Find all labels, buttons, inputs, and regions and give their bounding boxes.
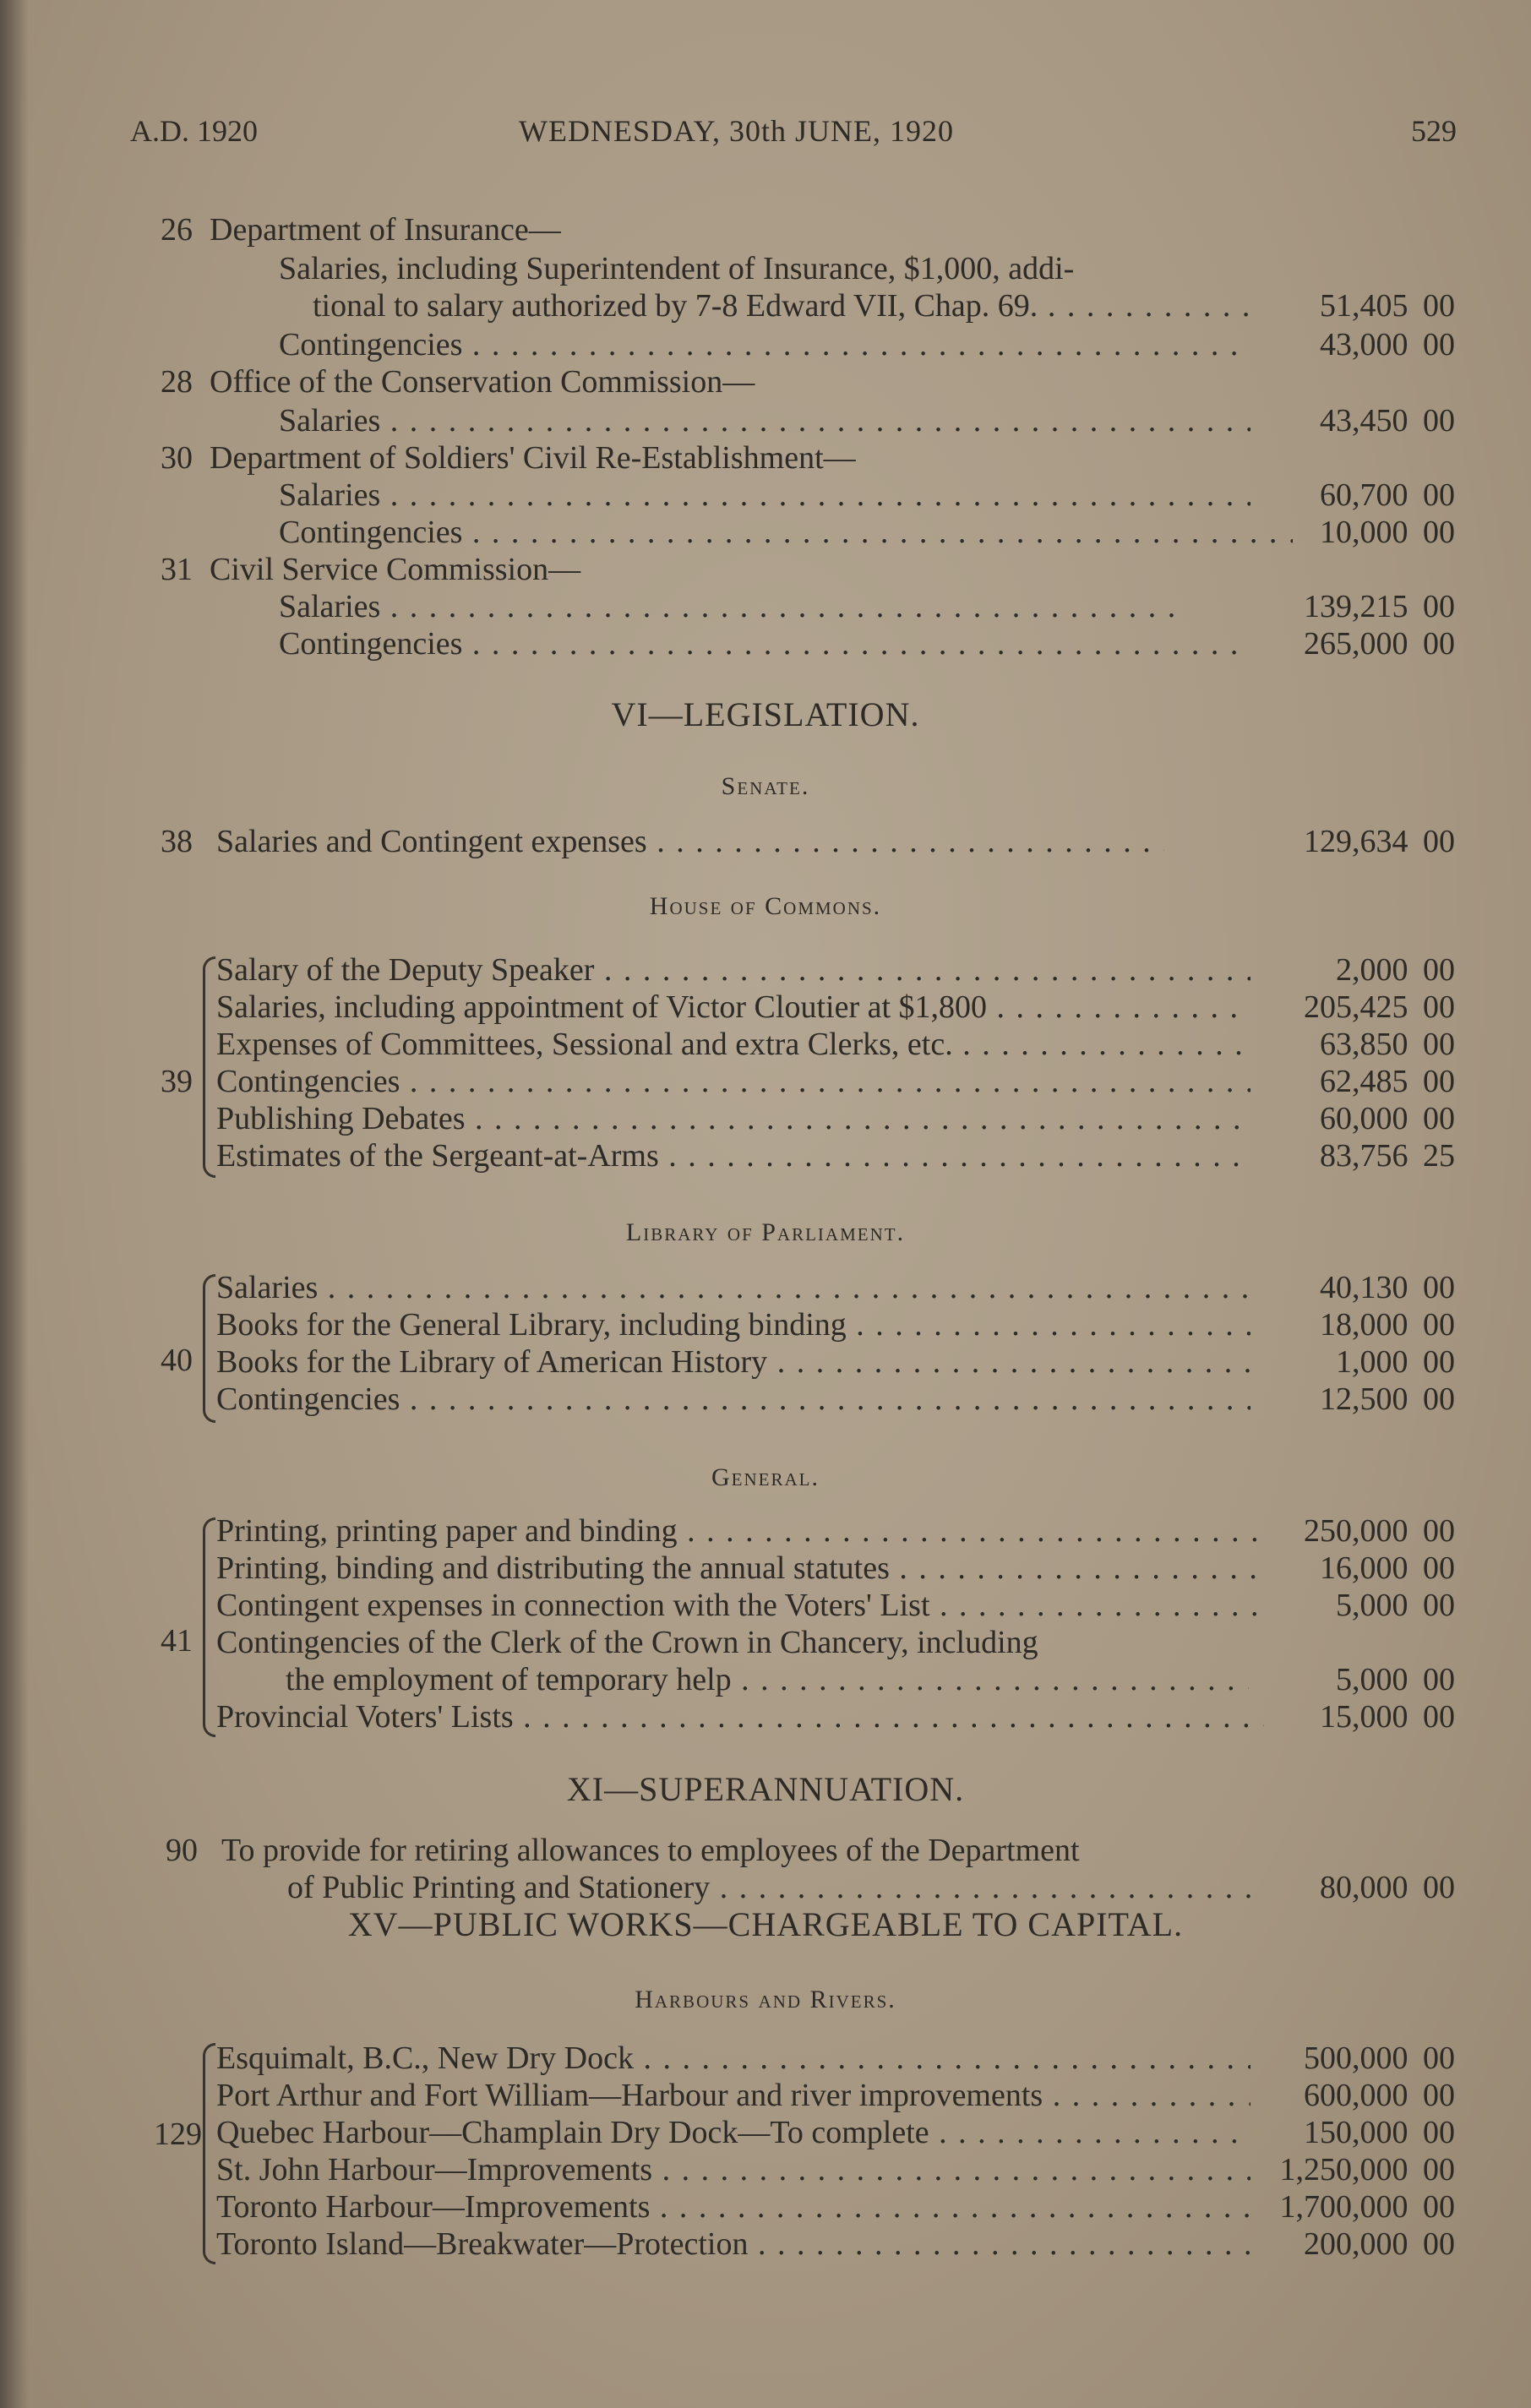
item-amount: 51,405 00 bbox=[1320, 288, 1455, 324]
item-label: Provincial Voters' Lists . . . bbox=[216, 1698, 1264, 1735]
item-label: Salary of the Deputy Speaker . . . bbox=[216, 951, 1250, 989]
item-amount: 83,756 25 bbox=[1320, 1138, 1455, 1174]
vote-number: 30 bbox=[161, 440, 193, 476]
section-title: VI—LEGISLATION. bbox=[611, 695, 920, 733]
item-amount: 150,000 00 bbox=[1304, 2115, 1455, 2150]
item-amount: 1,700,000 00 bbox=[1279, 2189, 1455, 2225]
subsection-title: Senate. bbox=[721, 772, 810, 800]
item-amount: 63,850 00 bbox=[1320, 1027, 1455, 1062]
item-label: Salaries . . . bbox=[279, 402, 1250, 439]
line-item bbox=[216, 1381, 1455, 1418]
line-item bbox=[279, 402, 1455, 439]
line-item bbox=[279, 477, 1455, 514]
line-item bbox=[216, 989, 1455, 1026]
item-label: Contingencies . . . bbox=[216, 1381, 1250, 1418]
item-label: of Public Printing and Stationery . . . bbox=[287, 1869, 1259, 1906]
item-amount: 265,000 00 bbox=[1304, 626, 1455, 662]
item-label: Estimates of the Sergeant-at-Arms . . . bbox=[216, 1137, 1250, 1174]
vote-number: 26 bbox=[161, 212, 193, 248]
line-item bbox=[279, 326, 1455, 363]
item-text: Salaries, including Superintendent of Insurance, $1,000, addi- bbox=[279, 251, 1075, 286]
line-item bbox=[216, 1306, 1455, 1343]
item-label: Printing, printing paper and binding . . . bbox=[216, 1512, 1264, 1550]
item-label: Salaries, including appointment of Victor Cloutier at $1,800 . . . bbox=[216, 989, 1250, 1026]
item-label: Publishing Debates . . . bbox=[216, 1100, 1250, 1137]
item-text: To provide for retiring allowances to employees of the Department bbox=[221, 1833, 1080, 1868]
line-item bbox=[216, 2114, 1455, 2151]
item-label: Toronto Harbour—Improvements . . . bbox=[216, 2188, 1250, 2225]
brace bbox=[203, 956, 215, 1178]
item-amount: 5,000 00 bbox=[1336, 1662, 1455, 1697]
vote-number: 31 bbox=[161, 552, 193, 587]
vote-number: 40 bbox=[161, 1343, 193, 1378]
vote-number: 28 bbox=[161, 364, 193, 400]
item-amount: 250,000 00 bbox=[1304, 1513, 1455, 1549]
line-item bbox=[216, 1698, 1455, 1735]
item-label: Contingent expenses in connection with the Voters' List . . . bbox=[216, 1587, 1264, 1624]
item-amount: 40,130 00 bbox=[1320, 1270, 1455, 1305]
item-amount: 12,500 00 bbox=[1320, 1381, 1455, 1417]
item-amount: 16,000 00 bbox=[1320, 1550, 1455, 1586]
subsection-title: Harbours and Rivers. bbox=[635, 1986, 896, 2013]
line-item bbox=[286, 1661, 1455, 1698]
line-item bbox=[279, 625, 1455, 662]
subsection-title: House of Commons. bbox=[649, 892, 882, 920]
item-amount: 62,485 00 bbox=[1320, 1064, 1455, 1099]
page-number: 529 bbox=[1411, 114, 1457, 148]
brace bbox=[203, 2043, 215, 2264]
item-amount: 205,425 00 bbox=[1304, 989, 1455, 1025]
item-label: St. John Harbour—Improvements . . . bbox=[216, 2151, 1250, 2188]
line-item bbox=[216, 823, 1455, 860]
item-amount: 129,634 00 bbox=[1304, 824, 1455, 859]
line-item bbox=[313, 287, 1455, 324]
line-item bbox=[216, 1587, 1455, 1624]
item-label: Salaries . . . bbox=[216, 1269, 1250, 1306]
vote-number: 38 bbox=[161, 824, 193, 859]
vote-number: 41 bbox=[161, 1623, 193, 1659]
item-amount: 43,450 00 bbox=[1320, 403, 1455, 439]
brace bbox=[203, 1517, 215, 1737]
line-item bbox=[216, 2077, 1455, 2114]
line-item bbox=[216, 1269, 1455, 1306]
header-year: A.D. 1920 bbox=[130, 114, 258, 148]
vote-number: 129 bbox=[154, 2117, 202, 2152]
item-label: Salaries and Contingent expenses . . . bbox=[216, 823, 1164, 860]
line-item bbox=[216, 1063, 1455, 1100]
line-item bbox=[216, 1137, 1455, 1174]
item-label: Contingencies . . . bbox=[279, 326, 1250, 363]
item-amount: 600,000 00 bbox=[1304, 2078, 1455, 2113]
section-title: XV—PUBLIC WORKS—CHARGEABLE TO CAPITAL. bbox=[347, 1905, 1184, 1943]
item-label: Salaries . . . bbox=[279, 477, 1250, 514]
section-title: XI—SUPERANNUATION. bbox=[566, 1770, 965, 1808]
line-item bbox=[216, 1026, 1455, 1063]
item-amount: 43,000 00 bbox=[1320, 327, 1455, 362]
item-amount: 139,215 00 bbox=[1304, 589, 1455, 624]
line-item bbox=[216, 1512, 1455, 1550]
line-item bbox=[216, 2040, 1455, 2077]
item-label: Contingencies . . . bbox=[279, 514, 1293, 551]
item-label: tional to salary authorized by 7-8 Edward VII, Chap. 69. . . . bbox=[313, 287, 1259, 324]
item-label: Toronto Island—Breakwater—Protection . . . bbox=[216, 2225, 1250, 2263]
line-item bbox=[216, 1343, 1455, 1381]
header-date: WEDNESDAY, 30th JUNE, 1920 bbox=[519, 114, 955, 148]
item-amount: 1,000 00 bbox=[1336, 1344, 1455, 1380]
item-label: Expenses of Committees, Sessional and extra Clerks, etc. . . . bbox=[216, 1026, 1250, 1063]
item-heading: Office of the Conservation Commission— bbox=[210, 364, 755, 400]
page-header bbox=[130, 113, 1457, 155]
item-amount: 5,000 00 bbox=[1336, 1588, 1455, 1623]
item-label: Quebec Harbour—Champlain Dry Dock—To complete . . . bbox=[216, 2114, 1250, 2151]
item-label: Port Arthur and Fort William—Harbour and river improvements . . . bbox=[216, 2077, 1250, 2114]
subsection-title: Library of Parliament. bbox=[625, 1218, 906, 1246]
item-amount: 200,000 00 bbox=[1304, 2226, 1455, 2262]
item-label: Printing, binding and distributing the annual statutes . . . bbox=[216, 1550, 1264, 1587]
subsection-title: General. bbox=[711, 1463, 820, 1491]
line-item bbox=[279, 588, 1455, 625]
item-amount: 15,000 00 bbox=[1320, 1699, 1455, 1735]
item-label: Contingencies . . . bbox=[279, 625, 1250, 662]
line-item bbox=[287, 1869, 1455, 1906]
item-amount: 60,700 00 bbox=[1320, 477, 1455, 513]
line-item bbox=[216, 2151, 1455, 2188]
line-item bbox=[216, 2225, 1455, 2263]
line-item bbox=[279, 514, 1455, 551]
item-heading: Department of Soldiers' Civil Re-Establishment— bbox=[210, 440, 856, 476]
item-amount: 60,000 00 bbox=[1320, 1101, 1455, 1136]
item-amount: 18,000 00 bbox=[1320, 1307, 1455, 1343]
item-label: Salaries . . . bbox=[279, 588, 1174, 625]
line-item bbox=[216, 951, 1455, 989]
item-text: Contingencies of the Clerk of the Crown in Chancery, including bbox=[216, 1625, 1038, 1660]
item-amount: 500,000 00 bbox=[1304, 2040, 1455, 2076]
line-item bbox=[216, 1550, 1455, 1587]
item-label: Esquimalt, B.C., New Dry Dock . . . bbox=[216, 2040, 1250, 2077]
item-amount: 80,000 00 bbox=[1320, 1870, 1455, 1905]
line-item bbox=[216, 2188, 1455, 2225]
item-label: the employment of temporary help . . . bbox=[286, 1661, 1249, 1698]
item-amount: 1,250,000 00 bbox=[1279, 2152, 1455, 2187]
brace bbox=[203, 1274, 215, 1423]
item-label: Books for the Library of American History . . . bbox=[216, 1343, 1250, 1381]
item-label: Books for the General Library, including binding . . . bbox=[216, 1306, 1250, 1343]
item-heading: Civil Service Commission— bbox=[210, 552, 581, 587]
item-amount: 2,000 00 bbox=[1336, 952, 1455, 988]
item-label: Contingencies . . . bbox=[216, 1063, 1250, 1100]
line-item bbox=[216, 1100, 1455, 1137]
vote-number: 90 bbox=[166, 1833, 198, 1868]
vote-number: 39 bbox=[161, 1064, 193, 1099]
item-heading: Department of Insurance— bbox=[210, 212, 561, 248]
item-amount: 10,000 00 bbox=[1320, 515, 1455, 550]
